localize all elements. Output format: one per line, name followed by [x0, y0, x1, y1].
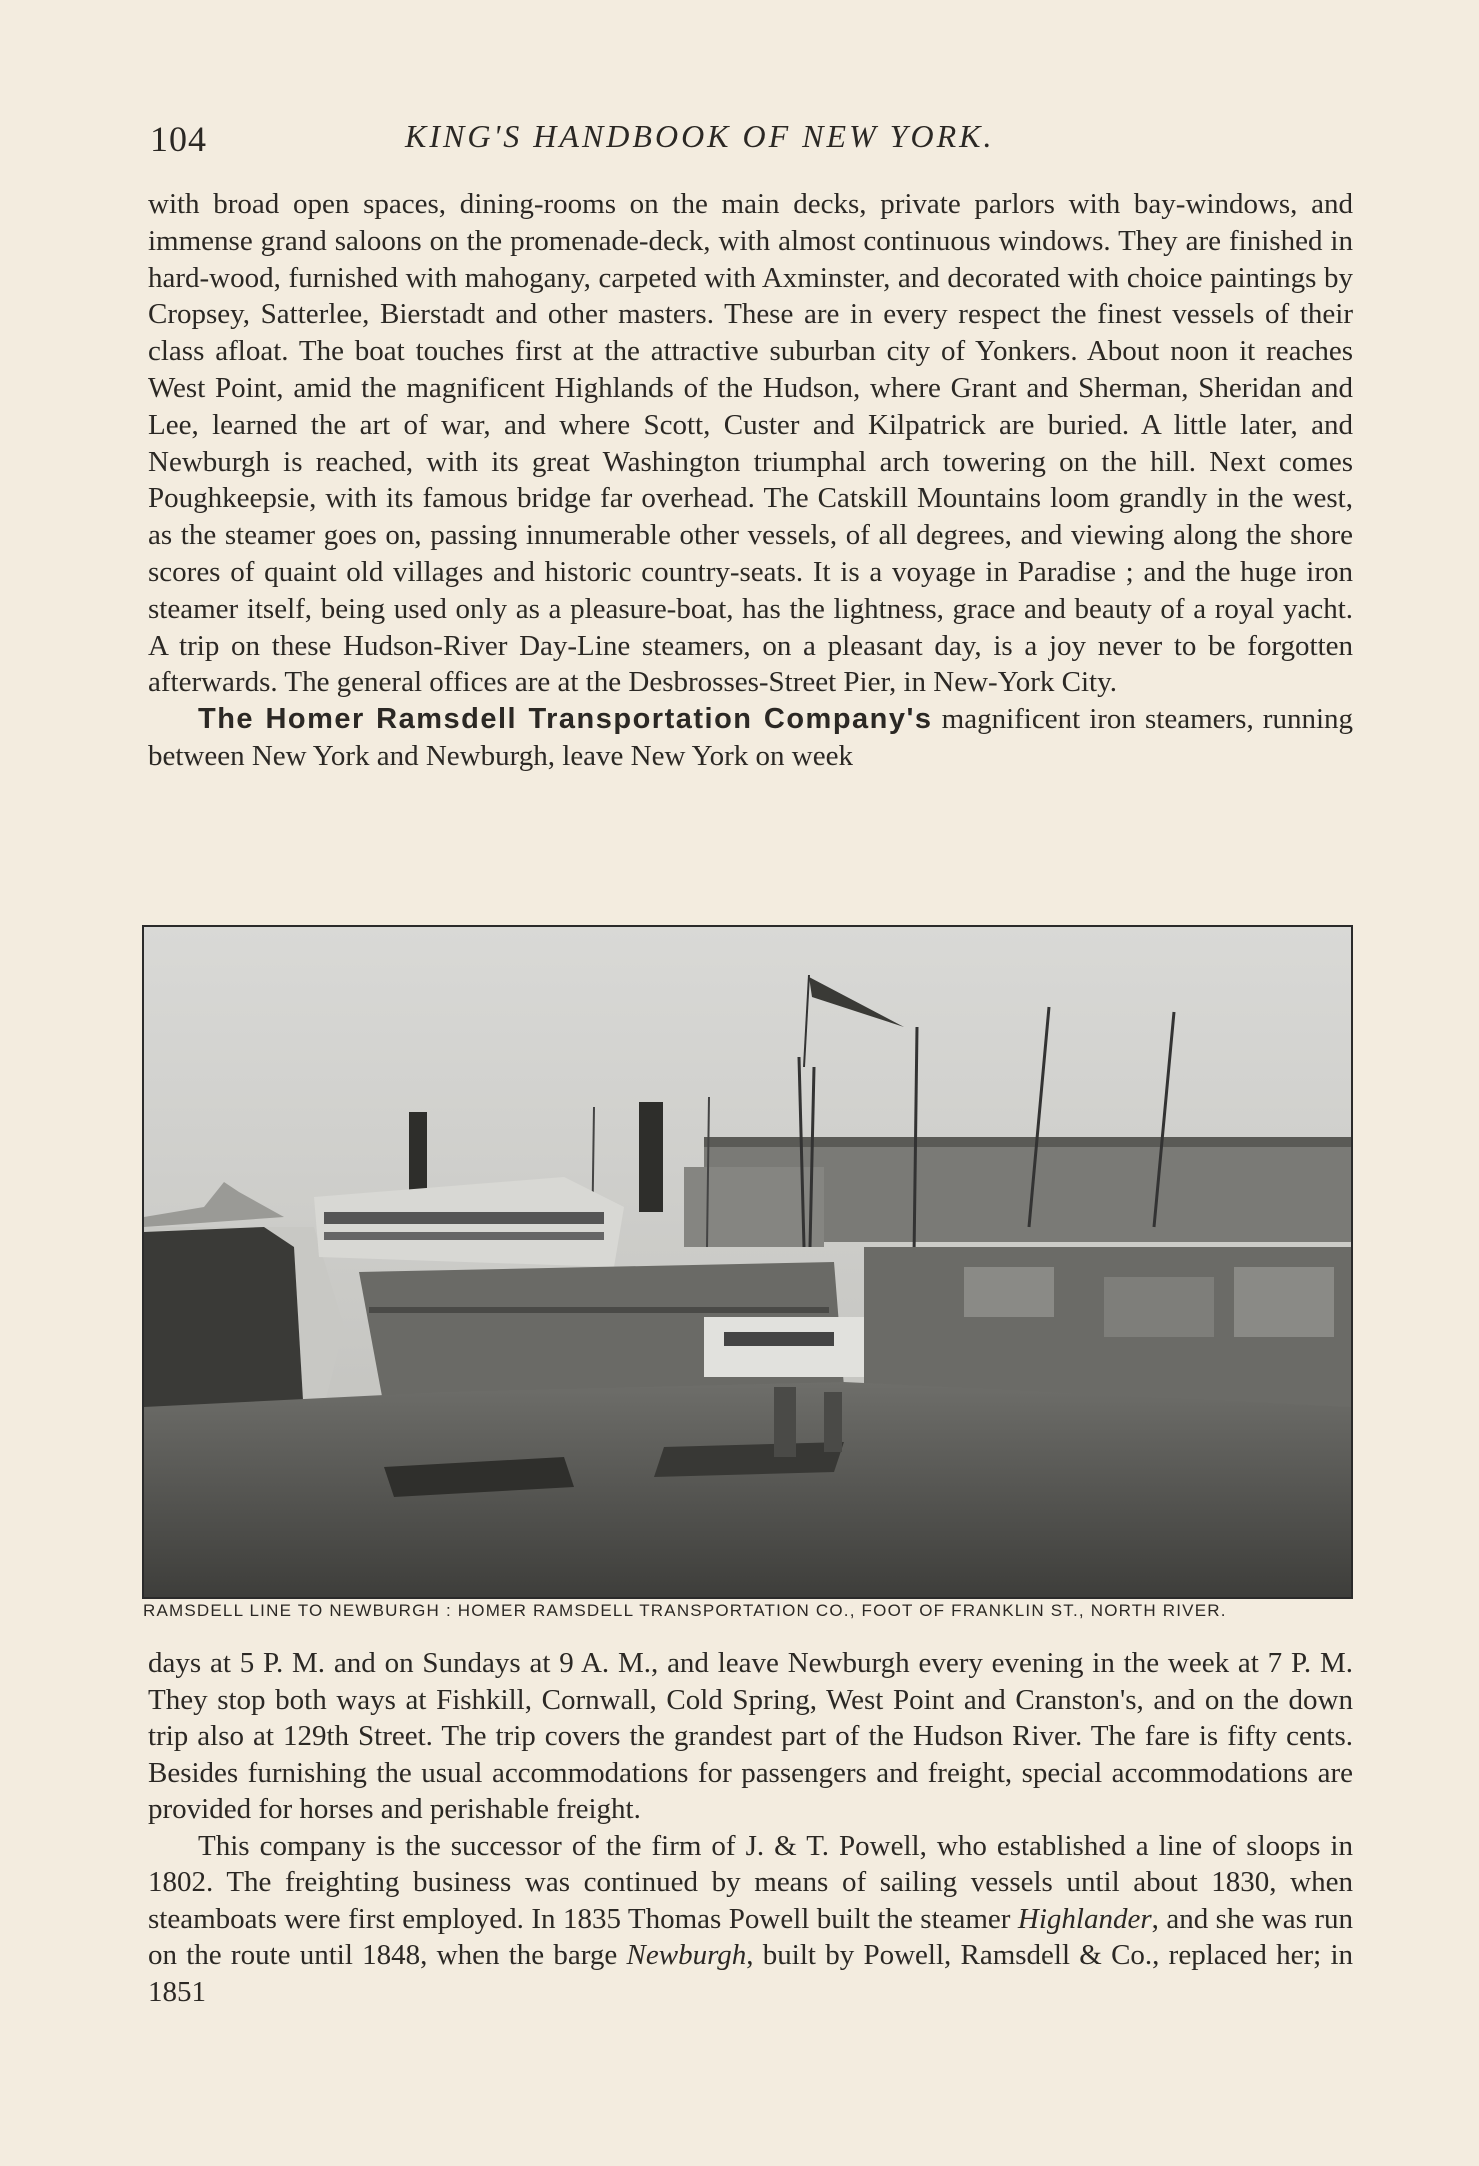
text-block-bottom — [148, 1645, 1353, 2010]
text-block-top — [148, 186, 1353, 775]
paragraph-company-history — [148, 1828, 1353, 2011]
page-number: 104 — [150, 119, 207, 159]
history-text-b: , and she was run on the route until 1848, when the barge — [148, 1902, 1353, 1971]
paragraph-schedule: days at 5 P. M. and on Sundays at 9 A. M., and leave Newburgh every evening in the week at 7 P. M. They stop both ways at Fishkill, Cornwall, Cold Spring, West Point and Cranston's, and on the down trip also at 129th Street. The trip covers the grandest part of the Hudson River. The fare is fifty cents. Besides furnishing the usual accommodations for passengers and freight, special accommodations are provided for horses and perishable freight. — [148, 1647, 1353, 1825]
pier-photo-illustration — [144, 927, 1351, 1597]
paragraph-ramsdell-intro-text: magnificent iron steamers, running between New York and Newburgh, leave New York on week — [148, 703, 1353, 772]
page-header — [150, 118, 1350, 168]
paragraph-ramsdell-intro — [148, 701, 1353, 775]
company-name: The Homer Ramsdell Transportation Company's — [198, 703, 933, 736]
history-text-a: This company is the successor of the firm of J. & T. Powell, who established a line of sloops in 1802. The freighting business was continued by means of sailing vessels until about 1830, when steamboats were first employed. In 1835 Thomas Powell built the steamer — [148, 1829, 1353, 1935]
ship-name-newburgh: Newburgh — [626, 1939, 747, 1971]
figure-caption: RAMSDELL LINE TO NEWBURGH : HOMER RAMSDELL TRANSPORTATION CO., FOOT OF FRANKLIN ST., NORTH RIVER. — [143, 1601, 1227, 1620]
running-title: KING'S HANDBOOK OF NEW YORK. — [405, 118, 995, 154]
paragraph-day-line: with broad open spaces, dining-rooms on the main decks, private parlors with bay-windows, and immense grand saloons on the promenade-deck, with almost continuous windows. They are finished in hard-wood, furnished with mahogany, carpeted with Axminster, and decorated with choice paintings by Cropsey, Satterlee, Bierstadt and other masters. These are in every respect the finest vessels of their class afloat. The boat touches first at the attractive suburban city of Yonkers. About noon it reaches West Point, amid the magnificent Highlands of the Hudson, where Grant and Sherman, Sheridan and Lee, learned the art of war, and where Scott, Custer and Kilpatrick are buried. A little later, and Newburgh is reached, with its great Washington triumphal arch towering on the hill. Next comes Poughkeepsie, with its famous bridge far overhead. The Catskill Mountains loom grandly in the west, as the steamer goes on, passing innumerable other vessels, of all degrees, and viewing along the shore scores of quaint old villages and historic country-seats. It is a voyage in Paradise ; and the huge iron steamer itself, being used only as a pleasure-boat, has the lightness, grace and beauty of a royal yacht. A trip on these Hudson-River Day-Line steamers, on a pleasant day, is a joy never to be forgotten afterwards. The general offices are at the Desbrosses-Street Pier, in New-York City. — [148, 188, 1353, 699]
photo-ramsdell-pier — [142, 925, 1353, 1599]
history-text-c: , built by Powell, Ramsdell & Co., replaced her; in 1851 — [148, 1939, 1354, 2008]
ship-name-highlander: Highlander — [1017, 1902, 1152, 1935]
